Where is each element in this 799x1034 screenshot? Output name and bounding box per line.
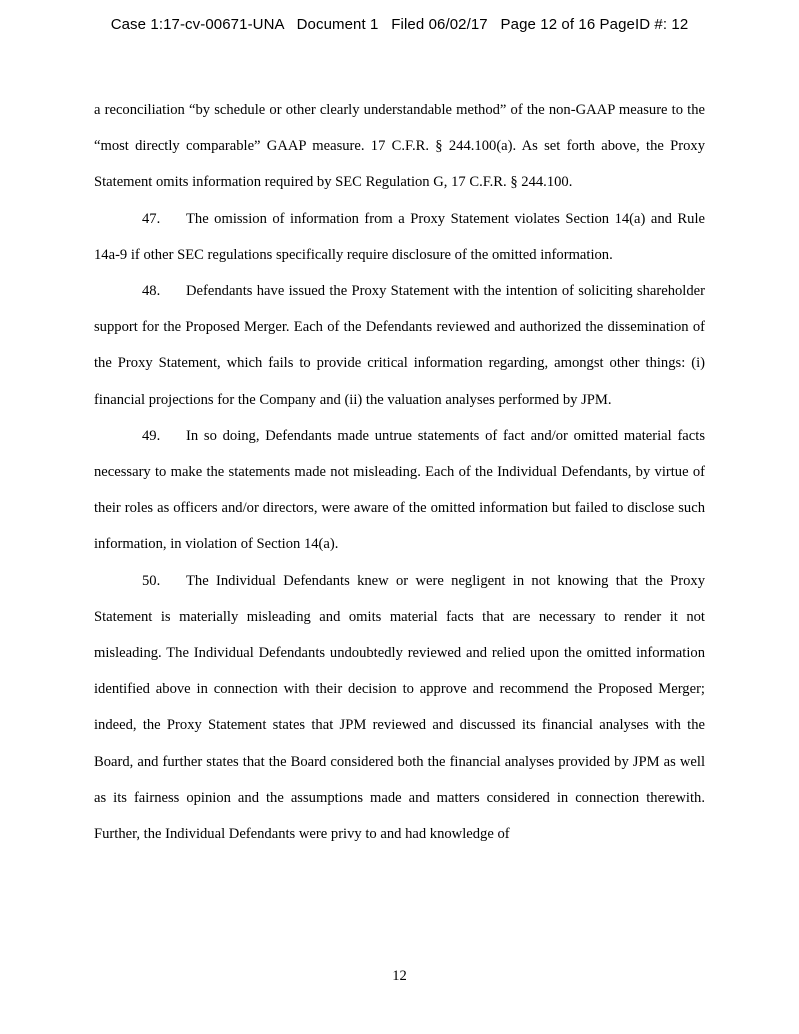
paragraph-49 <box>94 418 705 563</box>
case-header: Case 1:17-cv-00671-UNA Document 1 Filed 06/02/17 Page 12 of 16 PageID #: 12 <box>110 16 689 33</box>
paragraph-text: The omission of information from a Proxy Statement violates Section 14(a) and Rule 14a-9 if other SEC regulations specifically require disclosure of the omitted information. <box>94 210 705 263</box>
document-body <box>94 92 705 852</box>
paragraph-47 <box>94 201 705 273</box>
paragraph-number: 49. <box>142 427 161 444</box>
paragraph-text: In so doing, Defendants made untrue statements of fact and/or omitted material facts necessary to make the statements made not misleading. Each of the Individual Defendants, by virtue of their roles as officers and/or directors, were aware of the omitted information but failed to disclose such information, in violation of Section 14(a). <box>94 427 705 553</box>
paragraph-50 <box>94 563 705 853</box>
paragraph-text: The Individual Defendants knew or were negligent in not knowing that the Proxy Statement is materially misleading and omits material facts that are necessary to render it not misleading. The Individual Defendants undoubtedly reviewed and relied upon the omitted information identified above in connection with their decision to approve and recommend the Proposed Merger; indeed, the Proxy Statement states that JPM reviewed and discussed its financial analyses with the Board, and further states that the Board considered both the financial analyses provided by JPM as well as its fairness opinion and the assumptions made and matters considered in connection therewith. Further, the Individual Defendants were privy to and had knowledge of <box>94 572 705 843</box>
paragraph-number: 48. <box>142 283 161 300</box>
paragraph-number: 47. <box>142 210 161 227</box>
paragraph-48 <box>94 273 705 418</box>
page-number: 12 <box>392 968 407 984</box>
paragraph-text: Defendants have issued the Proxy Statement with the intention of soliciting shareholder support for the Proposed Merger. Each of the Defendants reviewed and authorized the dissemination of the Proxy Statement, which fails to provide critical information regarding, amongst other things: (i) financial projections for the Company and (ii) the valuation analyses performed by JPM. <box>94 283 705 408</box>
continuation-paragraph: a reconciliation “by schedule or other clearly understandable method” of the non-GAAP measure to the “most directly comparable” GAAP measure. 17 C.F.R. § 244.100(a). As set forth above, the Proxy Statement omits information required by SEC Regulation G, 17 C.F.R. § 244.100. <box>94 102 705 191</box>
paragraph-number: 50. <box>142 572 161 589</box>
